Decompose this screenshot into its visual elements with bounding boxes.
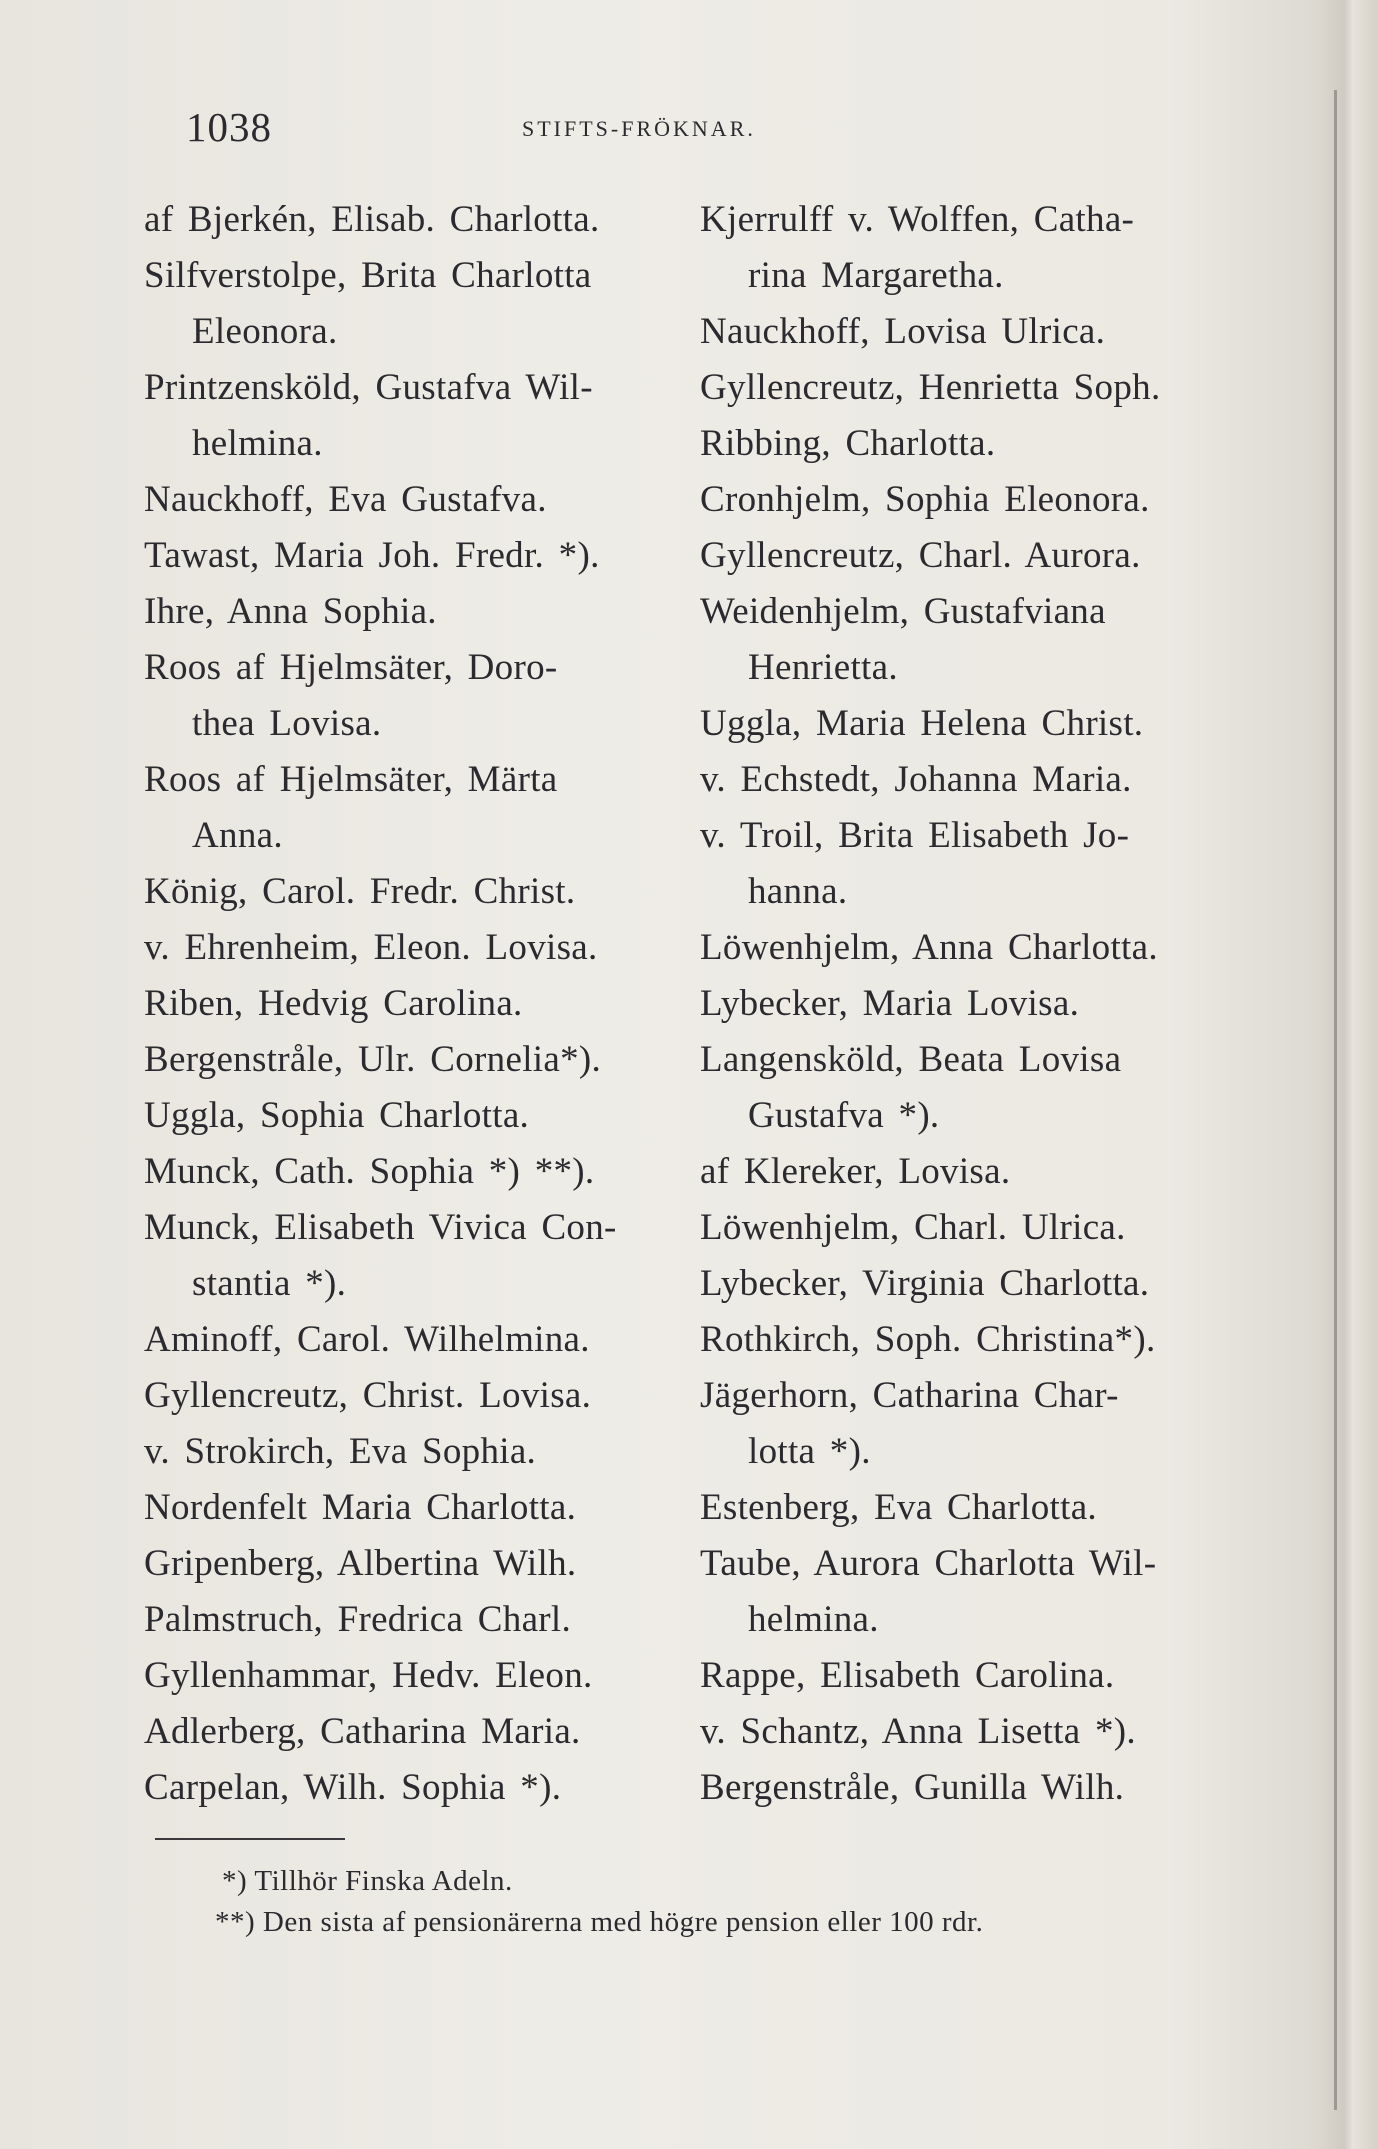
name-entry: Tawast, Maria Joh. Fredr. *).: [144, 535, 600, 576]
name-entry: Munck, Elisabeth Vivica Con-: [144, 1207, 617, 1248]
name-entry: v. Ehrenheim, Eleon. Lovisa.: [144, 927, 598, 968]
name-entry: Palmstruch, Fredrica Charl.: [144, 1599, 572, 1640]
name-entry: Uggla, Sophia Charlotta.: [144, 1095, 530, 1136]
name-entry-continuation: hanna.: [748, 871, 848, 912]
name-entry-continuation: helmina.: [192, 423, 323, 464]
name-entry: Löwenhjelm, Anna Charlotta.: [700, 927, 1158, 968]
name-entry: Ribbing, Charlotta.: [700, 423, 996, 464]
name-entry: Roos af Hjelmsäter, Märta: [144, 759, 558, 800]
name-entry: Bergenstråle, Ulr. Cornelia*).: [144, 1039, 602, 1080]
name-entry: v. Schantz, Anna Lisetta *).: [700, 1711, 1136, 1752]
name-entry: Lybecker, Virginia Charlotta.: [700, 1263, 1150, 1304]
right-name-column: [700, 192, 1260, 1816]
name-entry-continuation: Henrietta.: [748, 647, 898, 688]
name-entry: Nordenfelt Maria Charlotta.: [144, 1487, 577, 1528]
name-entry: Adlerberg, Catharina Maria.: [144, 1711, 581, 1752]
name-entry: af Klereker, Lovisa.: [700, 1151, 1011, 1192]
name-entry: Riben, Hedvig Carolina.: [144, 983, 523, 1024]
name-entry: Kjerrulff v. Wolffen, Catha-: [700, 199, 1135, 240]
name-entry: Estenberg, Eva Charlotta.: [700, 1487, 1097, 1528]
binding-edge-line: [1334, 90, 1337, 2110]
name-entry: Gyllencreutz, Charl. Aurora.: [700, 535, 1141, 576]
name-entry-continuation: Anna.: [192, 815, 283, 856]
name-entry: af Bjerkén, Elisab. Charlotta.: [144, 199, 600, 240]
name-entry-continuation: thea Lovisa.: [192, 703, 382, 744]
name-entry: v. Strokirch, Eva Sophia.: [144, 1431, 537, 1472]
name-entry: Jägerhorn, Catharina Char-: [700, 1375, 1119, 1416]
name-entry: Bergenstråle, Gunilla Wilh.: [700, 1767, 1125, 1808]
name-entry: Nauckhoff, Lovisa Ulrica.: [700, 311, 1106, 352]
name-entry: Rothkirch, Soph. Christina*).: [700, 1319, 1156, 1360]
name-entry-continuation: stantia *).: [192, 1263, 347, 1304]
name-entry: Weidenhjelm, Gustafviana: [700, 591, 1106, 632]
name-entry-continuation: rina Margaretha.: [748, 255, 1004, 296]
name-entry: Aminoff, Carol. Wilhelmina.: [144, 1319, 590, 1360]
name-entry-continuation: Gustafva *).: [748, 1095, 940, 1136]
name-entry: Cronhjelm, Sophia Eleonora.: [700, 479, 1150, 520]
name-entry: v. Echstedt, Johanna Maria.: [700, 759, 1132, 800]
name-entry: Taube, Aurora Charlotta Wil-: [700, 1543, 1157, 1584]
name-entry: Langensköld, Beata Lovisa: [700, 1039, 1122, 1080]
name-entry: Munck, Cath. Sophia *) **).: [144, 1151, 595, 1192]
footnote-finnish-nobility: *) Tillhör Finska Adeln.: [222, 1865, 513, 1897]
page-header: [186, 103, 1186, 151]
name-entry: Rappe, Elisabeth Carolina.: [700, 1655, 1115, 1696]
name-entry: Carpelan, Wilh. Sophia *).: [144, 1767, 562, 1808]
name-entry: Gyllencreutz, Henrietta Soph.: [700, 367, 1161, 408]
name-entry: Printzensköld, Gustafva Wil-: [144, 367, 593, 408]
name-entry: König, Carol. Fredr. Christ.: [144, 871, 576, 912]
page-number: 1038: [186, 104, 272, 150]
name-entry-continuation: helmina.: [748, 1599, 879, 1640]
name-entry: Silfverstolpe, Brita Charlotta: [144, 255, 592, 296]
book-spine-shadow: [1317, 0, 1377, 2149]
footnote-last-pensioner: **) Den sista af pensionärerna med högre pension eller 100 rdr.: [215, 1906, 984, 1938]
name-entry: Uggla, Maria Helena Christ.: [700, 703, 1144, 744]
name-entry: Gripenberg, Albertina Wilh.: [144, 1543, 577, 1584]
name-entry-continuation: lotta *).: [748, 1431, 871, 1472]
name-entry: Nauckhoff, Eva Gustafva.: [144, 479, 547, 520]
name-entry: v. Troil, Brita Elisabeth Jo-: [700, 815, 1130, 856]
name-entry: Löwenhjelm, Charl. Ulrica.: [700, 1207, 1126, 1248]
name-entry: Ihre, Anna Sophia.: [144, 591, 437, 632]
name-entry-continuation: Eleonora.: [192, 311, 338, 352]
footnote-divider: [155, 1838, 345, 1840]
running-title: STIFTS-FRÖKNAR.: [522, 116, 756, 141]
name-entry: Gyllenhammar, Hedv. Eleon.: [144, 1655, 593, 1696]
name-entry: Lybecker, Maria Lovisa.: [700, 983, 1080, 1024]
left-name-column: [144, 192, 704, 1816]
name-entry: Gyllencreutz, Christ. Lovisa.: [144, 1375, 592, 1416]
name-entry: Roos af Hjelmsäter, Doro-: [144, 647, 558, 688]
